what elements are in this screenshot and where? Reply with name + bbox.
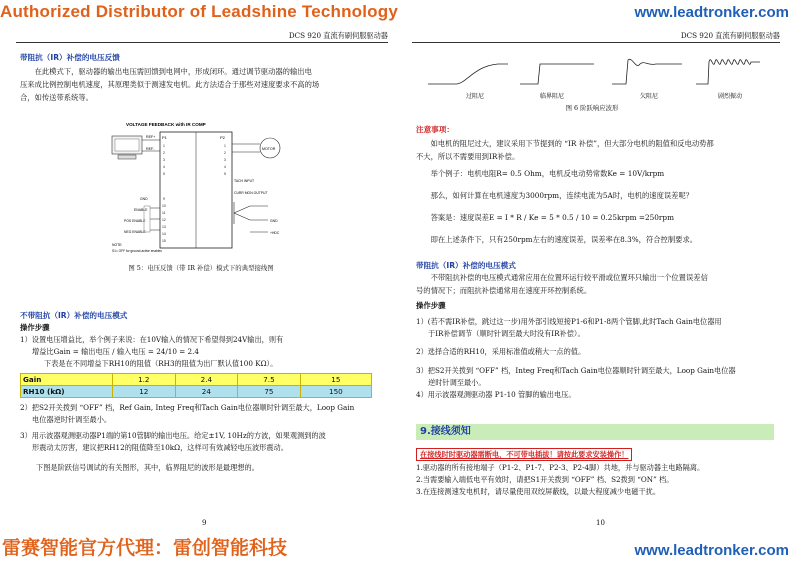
step-line: 1）(若不需IR补偿，跳过这一步)用外部引线短接P1-6和P1-8两个管脚,此时Tach Gain电位器用 <box>416 317 722 326</box>
intro-line: 压来成比例控制电机速度，其原理类似于测速发电机。此方法适合于那些对速度要求不高的场 <box>20 79 320 89</box>
conclusion: 即在上述条件下，只有250rpm左右的速度误差，误差率在8.3%，符合控制要求。 <box>430 235 698 244</box>
step-line: 2）选择合适的RH10，采用标准值或稍大一点的值。 <box>416 347 586 357</box>
svg-text:REF-: REF- <box>146 147 155 151</box>
table-cell: Gain <box>21 374 113 386</box>
wiring-warning <box>416 448 632 461</box>
svg-text:5: 5 <box>163 172 165 176</box>
svg-text:POS ENABLE: POS ENABLE <box>124 219 146 223</box>
waveform-label: 临界阻尼 <box>540 93 565 100</box>
left-page <box>16 26 388 531</box>
notes-paragraph <box>416 138 778 164</box>
waveform-label: 欠阻尼 <box>640 93 659 100</box>
header-rule <box>16 42 388 43</box>
table-cell: 24 <box>175 386 238 398</box>
svg-text:NEG ENABLE: NEG ENABLE <box>124 230 146 234</box>
svg-text:GND: GND <box>140 197 148 201</box>
website-url-top[interactable]: www.leadtronker.com <box>634 4 789 21</box>
wiring-list <box>416 462 778 499</box>
gain-table <box>20 373 372 398</box>
svg-text:4: 4 <box>224 165 226 169</box>
wiring-section-header <box>416 424 774 440</box>
figure-caption: 图 5：电压反馈（带 IR 补偿）模式下的典型接线图 <box>128 264 274 272</box>
running-head: DCS 920 直流有刷伺服驱动器 <box>680 31 780 40</box>
diagram-title: VOLTAGE FEEDBACK with IR COMP <box>126 122 206 127</box>
website-url-bottom[interactable]: www.leadtronker.com <box>634 542 789 559</box>
svg-text:9: 9 <box>163 197 165 201</box>
running-head: DCS 920 直流有刷伺服驱动器 <box>288 31 388 40</box>
step-response-waveforms <box>426 52 766 102</box>
svg-text:5: 5 <box>224 172 226 176</box>
wiring-section-title: 9.接线须知 <box>420 426 471 437</box>
table-row <box>21 386 372 398</box>
step-line: 于IR补偿调节（顺时针调至最大时没有IR补偿）。 <box>428 329 585 339</box>
right-page <box>412 26 780 531</box>
agent-banner: 雷赛智能官方代理：雷创智能科技 <box>2 537 288 559</box>
example-1: 举个例子：电机电阻R= 0.5 Ohm，电机反电动势常数Ke = 10V/krpm <box>430 169 665 178</box>
step-3 <box>20 430 384 454</box>
step-2 <box>20 402 384 426</box>
step-line: 2）把S2开关拨到 “OFF” 档，Ref Gain, Integ Freq和Tach Gain电位器顺时针调至最大，Loop Gain <box>20 403 355 412</box>
list-item: 1.驱动器的所有接地端子（P1-2、P1-7、P2-3、P2-4脚）共地，并与驱动器主电路隔离。 <box>416 463 705 472</box>
svg-text:10: 10 <box>162 204 166 208</box>
table-cell: 1.2 <box>113 374 176 386</box>
svg-text:+HDC: +HDC <box>270 231 280 235</box>
warning-text: 在接线时时驱动器需断电，不可带电插拔！请按此要求安装操作！ <box>416 448 632 461</box>
svg-text:TACH INPUT: TACH INPUT <box>234 179 255 183</box>
table-cell: 12 <box>113 386 176 398</box>
example-2: 那么，如何计算在电机速度为3000rpm，连续电流为5A时，电机的速度误差呢？ <box>430 191 694 200</box>
ir-section-title: 带阻抗（IR）补偿的电压模式 <box>416 261 516 270</box>
sub-section-title: 不带阻抗（IR）补偿的电压模式 <box>20 311 128 320</box>
section-title: 带阻抗（IR）补偿的电压反馈 <box>20 53 120 62</box>
list-item: 2.当需要输入端低电平有效时，请把S1开关拨到 “OFF” 档、S2拨到 “ON” 档。 <box>416 475 674 485</box>
p1-label: P1 <box>162 135 167 140</box>
svg-text:14: 14 <box>162 232 166 236</box>
table-cell: 150 <box>300 386 371 398</box>
svg-text:15: 15 <box>162 239 166 243</box>
svg-text:4: 4 <box>163 165 165 169</box>
notes-line: 不大，所以不需要用到IR补偿。 <box>416 151 520 161</box>
step-line: 逆时针调至最小。 <box>428 377 486 387</box>
table-cell: RH10 (kΩ) <box>21 386 113 398</box>
svg-text:NOTE:: NOTE: <box>112 243 123 247</box>
steps-title: 操作步骤 <box>20 323 50 332</box>
notes-line: 如电机的阻尼过大，建议采用下节提到的 “IR 补偿”，但大部分电机的阻值和反电动势都 <box>430 139 714 148</box>
svg-text:2: 2 <box>163 151 165 155</box>
step-line: 电位器逆时针调至最小。 <box>32 415 112 425</box>
table-cell: 75 <box>238 386 301 398</box>
svg-text:1: 1 <box>163 144 165 148</box>
step-line: 1）设置电压增益比，举个例子来说：在10V输入的情况下希望得到24V输出，则有 <box>20 335 284 344</box>
header-rule <box>412 42 780 43</box>
svg-text:13: 13 <box>162 225 166 229</box>
intro-line: 在此模式下，驱动器的输出电压需回馈到电网中，形成闭环。通过调节驱动器的输出电 <box>34 67 312 76</box>
svg-text:ENABLE: ENABLE <box>134 208 148 212</box>
intro-paragraph <box>20 66 380 104</box>
step-line: 下表是在不同增益下RH10的阻值（RH3的阻值为出厂默认值100 KΩ）。 <box>44 359 278 369</box>
list-item: 3.在连接测速发电机时，请尽量使用双绞屏蔽线，以最大程度减少电磁干扰。 <box>416 487 661 497</box>
waveform-label: 过阻尼 <box>466 93 485 100</box>
page-number: 10 <box>596 519 605 528</box>
svg-text:2: 2 <box>224 151 226 155</box>
svg-text:S1= OFF for ground-active enab: S1= OFF for ground-active enables <box>112 249 162 253</box>
waveform-label: 剧烈振动 <box>718 93 743 100</box>
waveform-caption: 图 6 阶跃响应波形 <box>565 104 619 112</box>
svg-text:CURR MON OUTPUT: CURR MON OUTPUT <box>234 191 268 195</box>
table-cell: 7.5 <box>238 374 301 386</box>
table-cell: 15 <box>300 374 371 386</box>
ir-line: 号的情况下；而阻抗补偿通常用在速度开环控制系统。 <box>416 285 592 295</box>
svg-text:12: 12 <box>162 218 166 222</box>
svg-text:1: 1 <box>224 144 226 148</box>
svg-text:3: 3 <box>163 158 165 162</box>
svg-text:GND: GND <box>270 219 278 223</box>
notes-title: 注意事项： <box>416 125 454 134</box>
step-line: 3）用示波器观测驱动器P1端的第10管脚的输出电压。给定±1V, 10Hz的方波，如果观测到的波 <box>20 431 326 440</box>
distributor-banner: Authorized Distributor of Leadshine Technology <box>0 2 399 21</box>
step-line: 4）用示波器观测驱动器 P1-10 管脚的输出电压。 <box>416 390 576 400</box>
closing-text: 下图是阶跃信号调试的有关图形，其中，临界阻尼的波形是最理想的。 <box>36 463 259 472</box>
step-line: 增益比Gain = 输出电压 / 输入电压 = 24/10 = 2.4 <box>32 347 199 357</box>
svg-text:REF+: REF+ <box>146 135 156 139</box>
table-cell: 2.4 <box>175 374 238 386</box>
step-1 <box>20 334 384 371</box>
ir-paragraph <box>416 272 778 298</box>
answer: 答案是：速度误差E = I * R / Ke = 5 * 0.5 / 10 = 0.25krpm =250rpm <box>430 213 674 222</box>
svg-text:11: 11 <box>162 211 166 215</box>
ir-line: 不带阻抗补偿的电压模式通常应用在位置环运行较平滑或位置环只输出一个位置误差信 <box>430 273 708 282</box>
p2-label: P2 <box>220 135 225 140</box>
table-row <box>21 374 372 386</box>
step-line: 形震动太厉害，建议把RH12的阻值降至10kΩ，这样可有效减轻电压波形震动。 <box>32 443 288 453</box>
intro-line: 合，如传送带系统等。 <box>20 92 93 102</box>
svg-text:MOTOR: MOTOR <box>262 147 276 151</box>
page-number: 9 <box>202 519 207 528</box>
wiring-diagram <box>110 120 298 258</box>
ir-steps <box>416 316 778 401</box>
svg-text:3: 3 <box>224 158 226 162</box>
step-line: 3）把S2开关拨到 “OFF” 档，Integ Freq和Tach Gain电位器顺时针调至最大，Loop Gain电位器 <box>416 365 736 375</box>
steps-title: 操作步骤 <box>416 301 446 310</box>
